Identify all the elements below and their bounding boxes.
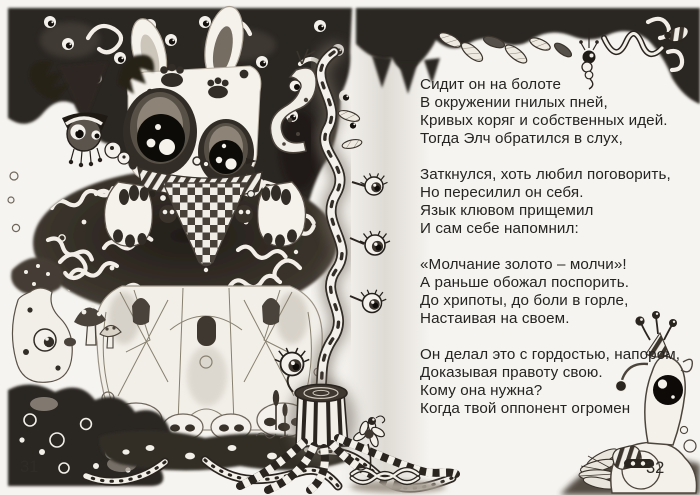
poem-line: Тогда Элч обратился в слух, [420,130,623,147]
poem-line: Когда твой оппонент огромен [420,400,631,417]
page-number-right: 32 [646,459,665,477]
stanza-4 [420,346,692,418]
poem-line: И сам себе напомнил: [420,220,579,237]
stanza-2 [420,166,692,238]
stanza-3 [420,256,692,328]
poem-line: Настаивая на своем. [420,310,570,327]
poem-line: Кому она нужна? [420,382,543,399]
poem-line: А раньше обожал поспорить. [420,274,630,291]
poem-line: До хрипоты, до боли в горле, [420,292,629,309]
poem-line: Сидит он на болоте [420,76,562,93]
poem-line: В окружении гнилых пней, [420,94,608,111]
page-number-left: 31 [20,458,39,476]
poem-line: Но пересилил он себя. [420,184,584,201]
creature-paw-left [105,182,153,248]
poem-text [420,76,692,436]
nose [193,157,201,165]
poem-line: Заткнулся, хоть любил поговорить, [420,166,671,183]
poem-line: Доказывая правоту свою. [420,364,603,381]
stanza-1 [420,76,692,148]
poem-line: Язык клювом прищемил [420,202,594,219]
poem-line: «Молчание золото – молчи»! [420,256,627,273]
creature-paw-right [258,182,306,248]
poem-line: Он делал это с гордостью, напором, [420,346,681,363]
poem-line: Кривых коряг и собственных идей. [420,112,668,129]
